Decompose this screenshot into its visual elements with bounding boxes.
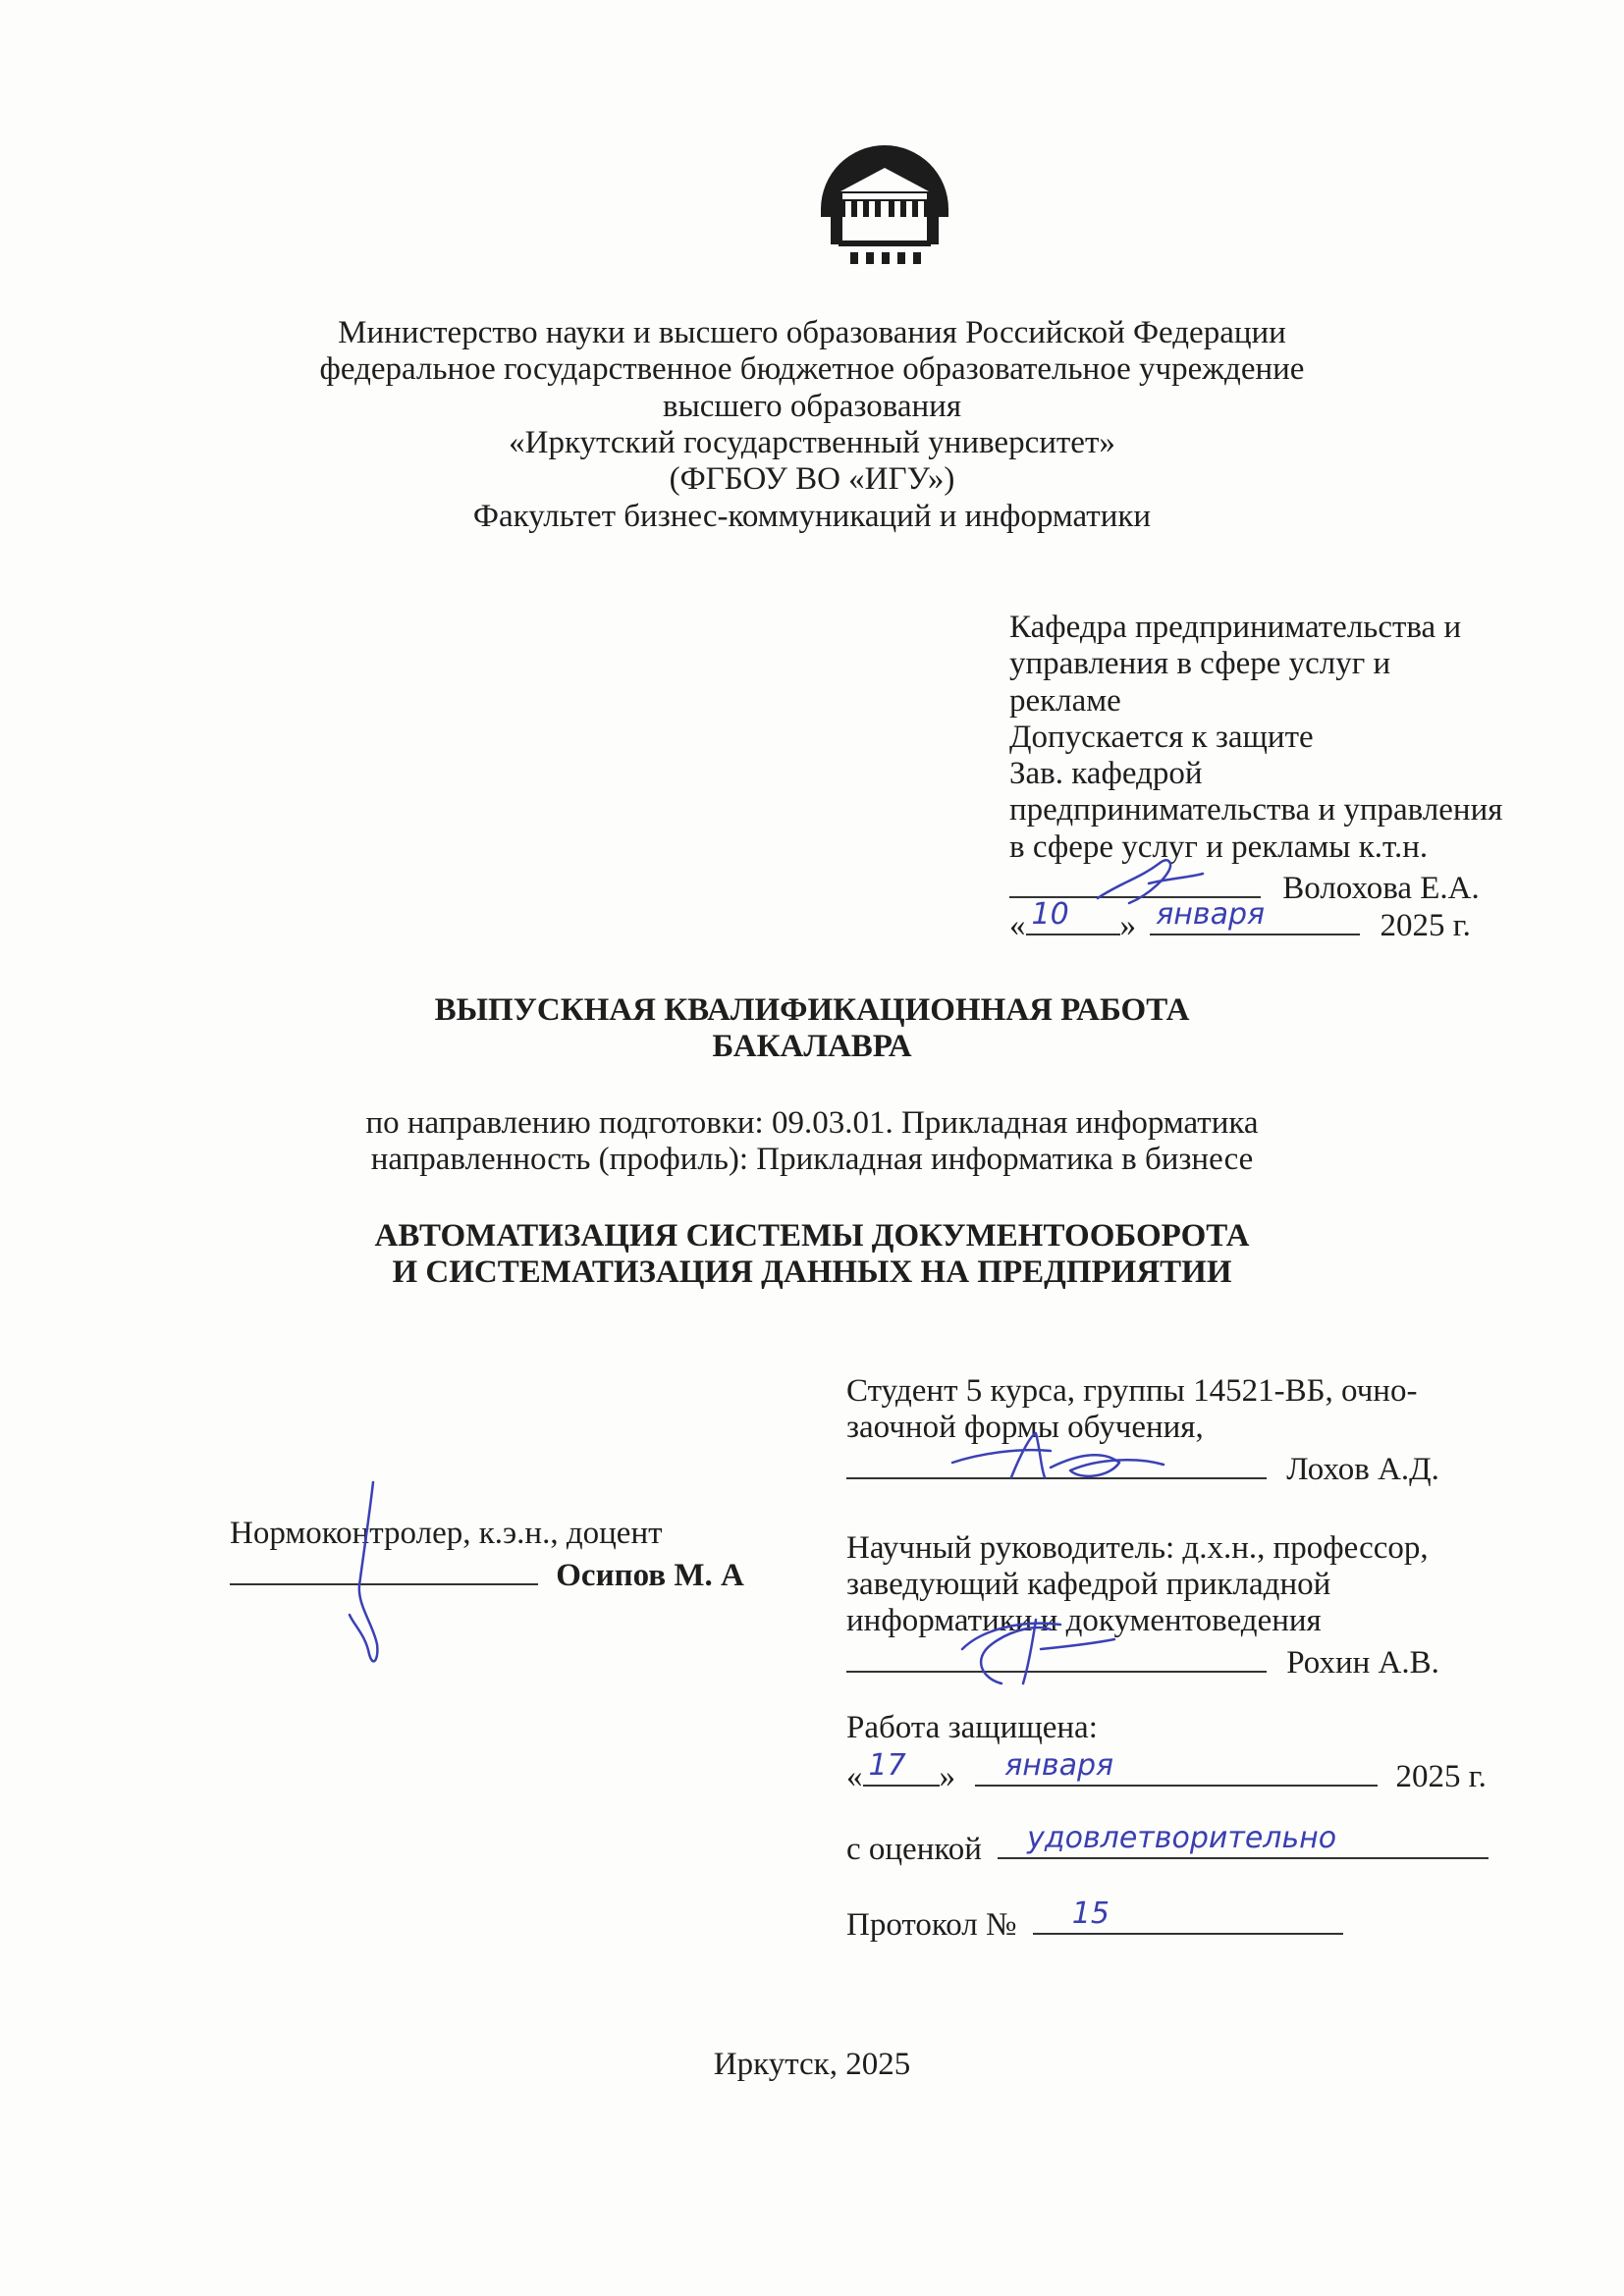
university-logo (811, 131, 958, 268)
department-line-1: Кафедра предпринимательства и (1009, 610, 1462, 645)
ministry-line: Министерство науки и высшего образования Российской Федерации (338, 315, 1286, 350)
protocol-number: 15 (1071, 1896, 1110, 1931)
supervisor-line-2: заведующий кафедрой прикладной (846, 1567, 1331, 1602)
university-abbreviation: (ФГБОУ ВО «ИГУ») (669, 461, 955, 497)
approval-year: 2025 г. (1380, 908, 1471, 943)
direction-line: по направлению подготовки: 09.03.01. Прикладная информатика (365, 1105, 1259, 1141)
supervisor-signature-line (846, 1641, 1439, 1680)
grade-field (998, 1821, 1489, 1859)
defense-month: января (1004, 1748, 1114, 1783)
supervisor-line-3: информатики и документоведения (846, 1603, 1322, 1638)
defense-day: 17 (868, 1748, 906, 1783)
supervisor-name: Рохин А.В. (1286, 1645, 1439, 1681)
approval-month-field (1150, 897, 1360, 935)
profile-line: направленность (профиль): Прикладная информатика в бизнесе (370, 1142, 1254, 1177)
protocol-line (846, 1896, 1343, 1943)
institution-line: федеральное государственное бюджетное образовательное учреждение (319, 351, 1305, 387)
student-line-2: заочной формы обучения, (846, 1410, 1204, 1445)
defense-day-field (863, 1748, 940, 1787)
student-name: Лохов А.Д. (1286, 1452, 1439, 1487)
defense-date: « 17 » января 2025 г. (846, 1748, 1487, 1794)
head-name: Волохова Е.А. (1282, 871, 1480, 906)
city-year: Иркутск, 2025 (713, 2047, 911, 2082)
normocontrol-signature (334, 1477, 403, 1674)
department-line-2: управления в сфере услуг и (1009, 646, 1391, 681)
university-name: «Иркутский государственный университет» (509, 425, 1115, 460)
normocontrol-name: Осипов М. А (556, 1558, 744, 1593)
work-type-line-1: ВЫПУСКНАЯ КВАЛИФИКАЦИОННАЯ РАБОТА (434, 992, 1190, 1028)
grade-label: с оценкой (846, 1832, 982, 1867)
work-title-line-1: АВТОМАТИЗАЦИЯ СИСТЕМЫ ДОКУМЕНТООБОРОТА (374, 1218, 1250, 1254)
student-line-1: Студент 5 курса, группы 14521-ВБ, очно- (846, 1373, 1418, 1409)
head-title-3: в сфере услуг и рекламы к.т.н. (1009, 829, 1429, 865)
work-title-line-2: И СИСТЕМАТИЗАЦИЯ ДАННЫХ НА ПРЕДПРИЯТИИ (392, 1255, 1232, 1290)
grade-line (846, 1821, 1489, 1867)
grade-value: удовлетворительно (1027, 1821, 1337, 1855)
supervisor-line-1: Научный руководитель: д.х.н., профессор, (846, 1530, 1429, 1566)
work-type-line-2: БАКАЛАВРА (712, 1029, 912, 1064)
approval-day: 10 (1031, 897, 1069, 932)
approval-date: « 10 » января 2025 г. (1009, 897, 1471, 943)
supervisor-signature (943, 1590, 1139, 1698)
head-title-2: предпринимательства и управления (1009, 792, 1503, 828)
faculty-name: Факультет бизнес-коммуникаций и информатики (472, 499, 1152, 534)
protocol-label: Протокол № (846, 1907, 1017, 1943)
normocontrol-signature-line (230, 1554, 744, 1592)
defense-year: 2025 г. (1395, 1759, 1487, 1794)
institution-line-2: высшего образования (663, 389, 961, 424)
admitted-label: Допускается к защите (1009, 720, 1314, 755)
approval-month: января (1156, 897, 1266, 932)
defense-label: Работа защищена: (846, 1710, 1098, 1745)
protocol-field (1033, 1896, 1343, 1935)
head-title-1: Зав. кафедрой (1009, 756, 1203, 791)
approval-day-field (1026, 897, 1120, 935)
student-signature (943, 1423, 1168, 1492)
normocontrol-label: Нормоконтролер, к.э.н., доцент (230, 1516, 663, 1551)
department-line-3: рекламе (1009, 683, 1121, 719)
